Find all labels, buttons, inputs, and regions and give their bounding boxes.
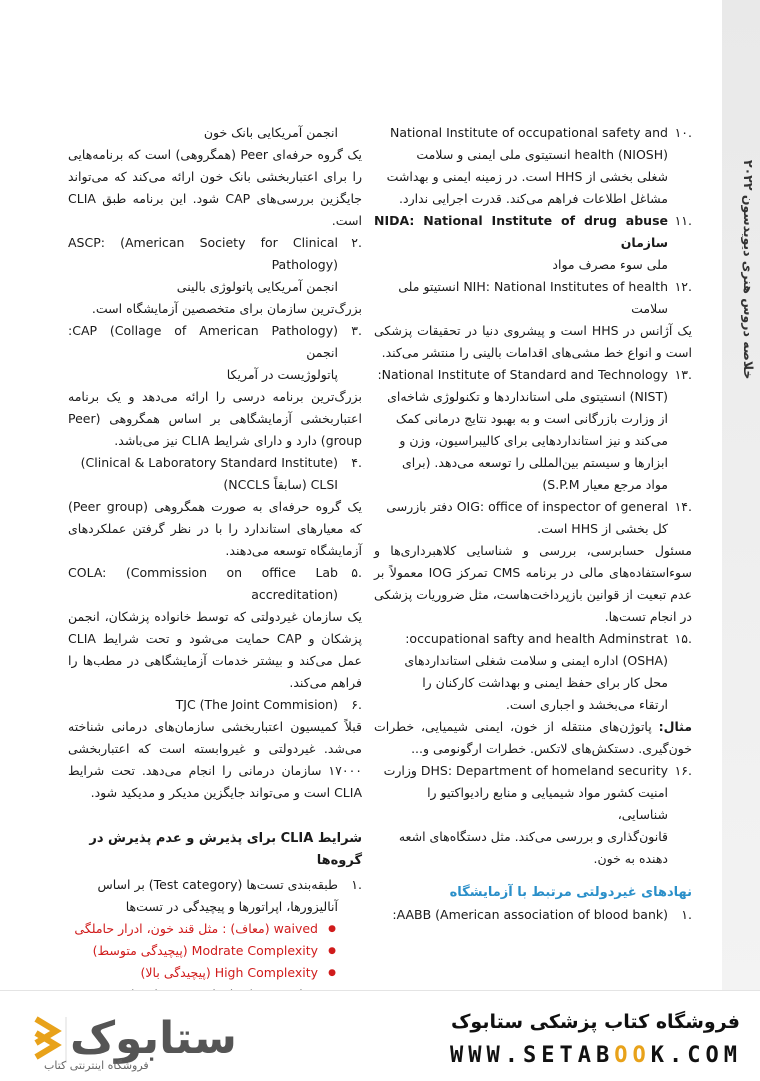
item-line: ارتقاء می‌بخشد و اجباری است. — [505, 697, 668, 712]
section-heading: شرایط CLIA برای پذیرش و عدم پذیرش در گروه‌ها — [89, 831, 362, 868]
item-line: health (NIOSH) انستیتوی ملی ایمنی و سلامت — [416, 147, 668, 162]
list-item — [68, 320, 362, 386]
paragraph: قبلاً کمیسیون اعتباربخشی سازمان‌های درمانی شناخته می‌شد. غیردولتی و غیروابسته است که اعتباربخشی ۱۷۰۰۰ سازمان درمانی را انجام می‌دهد. تحت شرایط CLIA است و می‌تواند جایگزین مدیکر و مدیکید شود. — [68, 719, 362, 800]
item-number: .۱۴ — [674, 499, 692, 514]
list-item — [68, 694, 362, 716]
example-paragraph — [374, 716, 692, 760]
paragraph: یک سازمان غیردولتی که توسط خانواده پزشکان، انجمن پزشکان و CAP حمایت می‌شود و تحت شرایط CLIA عمل می‌کند و بیشتر خدمات آزمایشگاهی در مطب‌ها را فراهم می‌کند. — [68, 609, 363, 690]
item-number: .۶ — [351, 697, 362, 712]
section-heading: نهادهای غیردولتی مرتبط با آزمایشگاه — [449, 885, 692, 900]
item-line: دهنده به خون. — [593, 851, 668, 866]
paragraph: بزرگ‌ترین برنامه درسی را ارائه می‌دهد و یک برنامه اعتباربخشی آزمایشگاهی بر اساس همگروهی (Peer group) دارد و دارای شرایط CLIA نیز می‌باشد. — [68, 389, 362, 448]
item-line: CAP (Collage of American Pathology): انجمن — [68, 323, 338, 360]
item-line: CLSI (سابقاً NCCLS) — [223, 477, 338, 492]
item-line: انجمن آمریکایی پاتولوژی بالینی — [176, 279, 338, 294]
item-line: TJC (The Joint Commision) — [175, 697, 338, 712]
paragraph: یک گروه حرفه‌ای Peer (همگروهی) است که برنامه‌هایی را برای اعتباربخشی بانک خون ارائه می‌کند که می‌تواند جایگزین بررسی‌های CAP شود. این برنامه طبق CLIA است. — [68, 147, 363, 228]
item-line: NIH: National Institutes of health انستیتو ملی — [398, 279, 668, 294]
item-line: شغلی بخشی از HHS است. در زمینه ایمنی و بهداشت — [386, 169, 668, 184]
item-line: پاتولوژیست در آمریکا — [226, 367, 338, 382]
url-part: K.COM — [650, 1043, 742, 1068]
store-url[interactable] — [450, 1043, 742, 1068]
item-line: (OSHA) اداره ایمنی و سلامت شغلی استانداردهای — [404, 653, 668, 668]
item-line: ابزارها و سیستم بین‌المللی را توسعه می‌دهد. (برای — [401, 455, 668, 470]
subheading: انجمن آمریکایی بانک خون — [203, 125, 338, 140]
item-line: محل کار برای حفظ ایمنی و بهداشت کارکنان را — [422, 675, 668, 690]
url-part: WWW.SETAB — [450, 1043, 615, 1068]
list-item — [68, 562, 362, 606]
item-line: AABB (American association of blood bank): — [392, 907, 668, 922]
item-number: .۱ — [351, 877, 362, 892]
list-item — [374, 496, 692, 540]
url-accent: O — [632, 1043, 651, 1068]
store-name: فروشگاه کتاب پزشکی ستابوک — [450, 1011, 740, 1033]
item-number: .۱۵ — [674, 631, 692, 646]
url-accent: O — [614, 1043, 633, 1068]
item-number: .۱۶ — [674, 763, 692, 778]
bullet-item: ● High Complexity (پیچیدگی بالا) — [68, 962, 336, 984]
item-line: سلامت — [631, 301, 668, 316]
list-item — [374, 364, 692, 386]
item-line: National Institute of Standard and Technology: — [377, 367, 668, 382]
list-item — [374, 904, 692, 926]
item-number: .۳ — [351, 323, 362, 338]
list-item — [374, 760, 692, 782]
list-item — [374, 276, 692, 320]
list-item-cont — [374, 782, 692, 870]
paragraph: یک گروه حرفه‌ای به صورت همگروهی (Peer group) که معیارهای استاندارد را با در نظر گرفتن عملکردهای آزمایشگاه توسعه می‌دهند. — [68, 499, 362, 558]
item-line: occupational safty and health Adminstrat: — [405, 631, 668, 646]
list-item — [374, 122, 692, 210]
item-number: .۴ — [351, 455, 362, 470]
list-item — [374, 628, 692, 716]
bullet-item: ● waived (معاف) : مثل قند خون، ادرار حاملگی — [68, 918, 336, 940]
running-title: خلاصه دروس هنری دیویدسون ۲۰۲۲ — [741, 160, 756, 380]
item-line: امنیت کشور مواد شیمیایی و منابع رادیواکتیو را شناسایی، — [427, 785, 668, 822]
item-line: مواد مرجع معیار S.P.M) — [542, 477, 668, 492]
item-line: مشاغل اطلاعات فراهم می‌کند. قدرت اجرایی ندارد. — [399, 191, 668, 206]
bullet-item: ● Modrate Complexity (پیچیدگی متوسط) — [68, 940, 336, 962]
item-number: .۲ — [351, 235, 362, 250]
item-line: DHS: Department of homeland security وزارت — [383, 763, 668, 778]
item-line: OIG: office of inspector of general دفتر بازرسی — [386, 499, 668, 514]
item-line: طبقه‌بندی تست‌ها (Test category) بر اساس — [97, 877, 338, 892]
logo-tagline: فروشگاه اینترنتی کتاب — [44, 1059, 149, 1072]
item-line: می‌کند و نیز استانداردهایی برای کالیبراسیون، وزن و — [399, 433, 668, 448]
right-column — [374, 122, 692, 926]
list-item — [68, 452, 362, 496]
item-number: .۱۰ — [674, 125, 692, 140]
paragraph: مسئول حسابرسی، بررسی و شناسایی کلاهبرداری‌ها و سوءاستفاده‌های مالی در برنامه CMS تمرکز IOG معمولاً بر عدم تبعیت از قوانین بازپرداخت‌هاست، مثل ضروریات پزشکی در انجام تست‌ها. — [374, 543, 692, 624]
item-number: .۱۱ — [674, 213, 692, 228]
example-text: پاتوژن‌های منتقله از خون، ایمنی شیمیایی، خطرات خون‌گیری. دستکش‌های لاتکس. خطرات ارگونومی و... — [374, 719, 692, 756]
paragraph: بزرگ‌ترین سازمان برای متخصصین آزمایشگاه است. — [91, 301, 362, 316]
footer-banner — [0, 990, 760, 1081]
logo-wordmark: ستابوک — [70, 1013, 237, 1064]
item-line: قانون‌گذاری و بررسی می‌کند. مثل دستگاه‌های اشعه — [398, 829, 668, 844]
item-number: .۱۲ — [674, 279, 692, 294]
category-bullets — [68, 918, 362, 984]
list-item — [374, 210, 692, 276]
item-line: National Institute of occupational safety and — [390, 125, 668, 140]
left-column — [68, 122, 362, 1028]
item-line: آنالیزورها، اپراتورها و پیچیدگی در تست‌ها — [125, 899, 338, 914]
example-label: مثال: — [658, 719, 692, 734]
item-line: از وزارت بازرگانی است و به بهبود نتایج درمانی کمک — [395, 411, 668, 426]
item-line: کل بخشی از HHS است. — [537, 521, 668, 536]
item-line: COLA: (Commission on office Lab accreditation) — [68, 565, 338, 602]
list-item — [68, 874, 362, 918]
list-item — [68, 232, 362, 298]
item-number: .۱۳ — [674, 367, 692, 382]
item-line: (NIST) انستیتوی ملی استانداردها و تکنولوژی شاخه‌ای — [387, 389, 668, 404]
item-line: NIDA: National Institute of drug abuse سازمان — [374, 213, 668, 250]
brand-logo[interactable] — [30, 1013, 250, 1071]
item-line: ASCP: (American Society for Clinical Pathology) — [68, 235, 338, 272]
side-strip — [722, 0, 760, 990]
item-line: ملی سوء مصرف مواد — [552, 257, 668, 272]
paragraph: یک آژانس در HHS است و پیشروی دنیا در تحقیقات پزشکی است و انواع خط مشی‌های اقدامات بالینی را منتشر می‌کند. — [374, 323, 692, 360]
list-item-cont — [374, 386, 692, 496]
item-number: .۱ — [681, 907, 692, 922]
item-number: .۵ — [351, 565, 362, 580]
item-line: (Clinical & Laboratory Standard Institute) — [80, 455, 338, 470]
